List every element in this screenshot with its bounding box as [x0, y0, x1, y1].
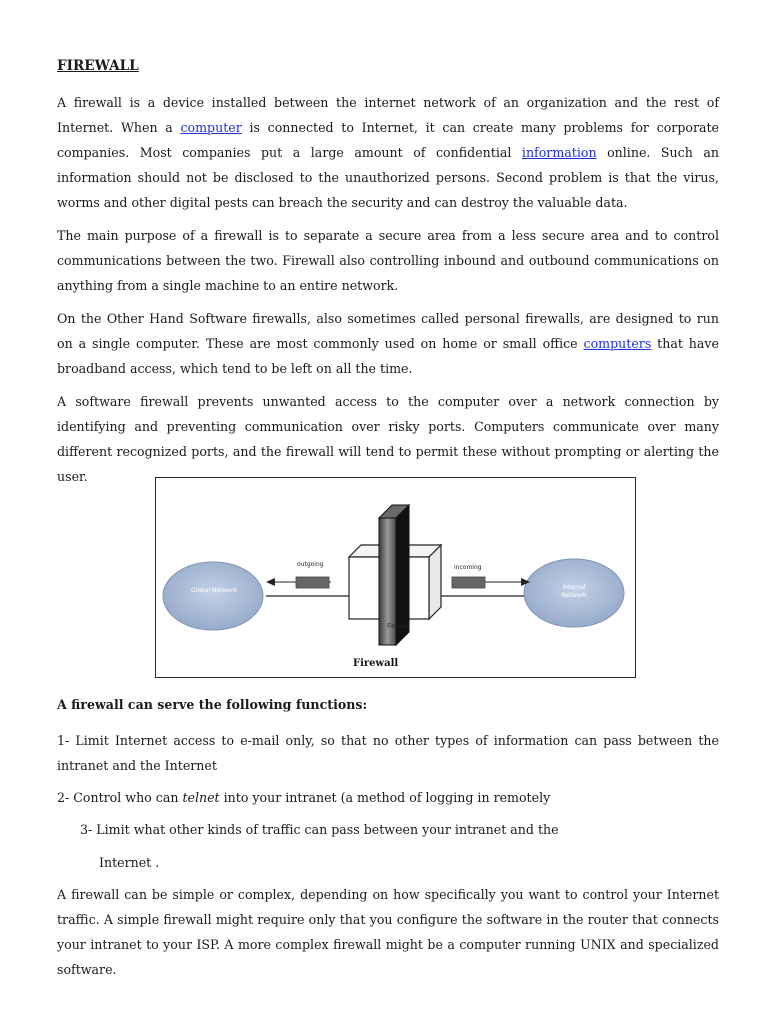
- telnet-term: telnet: [182, 790, 220, 805]
- text-run: online. Such an information should not be disclosed to the unauthorized persons. Second problem is that the virus, worms and other digital pests can breach the security and can destroy the valuable data.: [57, 145, 719, 210]
- function-item-1: 1- Limit Internet access to e-mail only, so that no other types of information can pass between the intranet and the Internet: [57, 733, 719, 773]
- firewall-box-side: [429, 545, 441, 619]
- paragraph-software-firewall-access: A software firewall prevents unwanted access to the computer over a network connection by identifying and preventing communication over risky ports. Computers communicate over many different recognized ports, and the firewall will tend to permit these without prompting or alerting the user.: [57, 394, 719, 484]
- firewall-small-label: Firewall: [387, 623, 410, 630]
- firewall-diagram: [155, 477, 636, 678]
- link-computers[interactable]: computers: [583, 336, 652, 351]
- text-run: On the Other Hand Software firewalls, also sometimes called personal firewalls, are designed to run on a single computer. These are most commonly used on home or small office: [57, 311, 719, 351]
- incoming-packet: [452, 577, 485, 588]
- global-network-node: [163, 562, 263, 630]
- link-information[interactable]: information: [521, 145, 597, 160]
- text-run: into your intranet (a method of logging in remotely: [219, 790, 551, 805]
- text-run: A firewall is a device installed between the internet network of an organization and the rest of Internet. When a: [57, 95, 719, 135]
- function-item-2: [57, 785, 550, 810]
- incoming-label: incoming: [454, 564, 482, 571]
- function-item-3-continued: Internet .: [99, 855, 160, 870]
- page-title: FIREWALL: [57, 58, 139, 74]
- text-run: 2- Control who can: [57, 790, 183, 805]
- link-computer[interactable]: computer: [180, 120, 242, 135]
- paragraph-purpose: The main purpose of a firewall is to separate a secure area from a less secure area and to control communications between the two. Firewall also controlling inbound and outbound communications on anything from a single machine to an entire network.: [57, 228, 719, 293]
- text-run: that have broadband access, which tend to be left on all the time.: [57, 336, 719, 376]
- diagram-caption: Firewall: [353, 658, 399, 669]
- internal-network-label: Internal Network: [561, 584, 587, 599]
- outgoing-arrowhead: [266, 578, 275, 586]
- paragraph-intro: [57, 90, 719, 215]
- firewall-diagram-graphic: [156, 478, 634, 676]
- paragraph-software-firewalls: [57, 306, 719, 381]
- text-run: is connected to Internet, it can create many problems for corporate companies. Most companies put a large amount of confidential: [57, 120, 719, 160]
- outgoing-label: outgoing: [297, 561, 324, 568]
- functions-heading: A firewall can serve the following functions:: [57, 697, 368, 712]
- global-network-label: Global Network: [190, 587, 238, 594]
- paragraph-complexity: A firewall can be simple or complex, depending on how specifically you want to control your Internet traffic. A simple firewall might require only that you configure the software in the router that connects your intranet to your ISP. A more complex firewall might be a computer running UNIX and specialized software.: [57, 887, 719, 977]
- outgoing-packet: [296, 577, 329, 588]
- function-item-3: 3- Limit what other kinds of traffic can pass between your intranet and the: [80, 822, 559, 837]
